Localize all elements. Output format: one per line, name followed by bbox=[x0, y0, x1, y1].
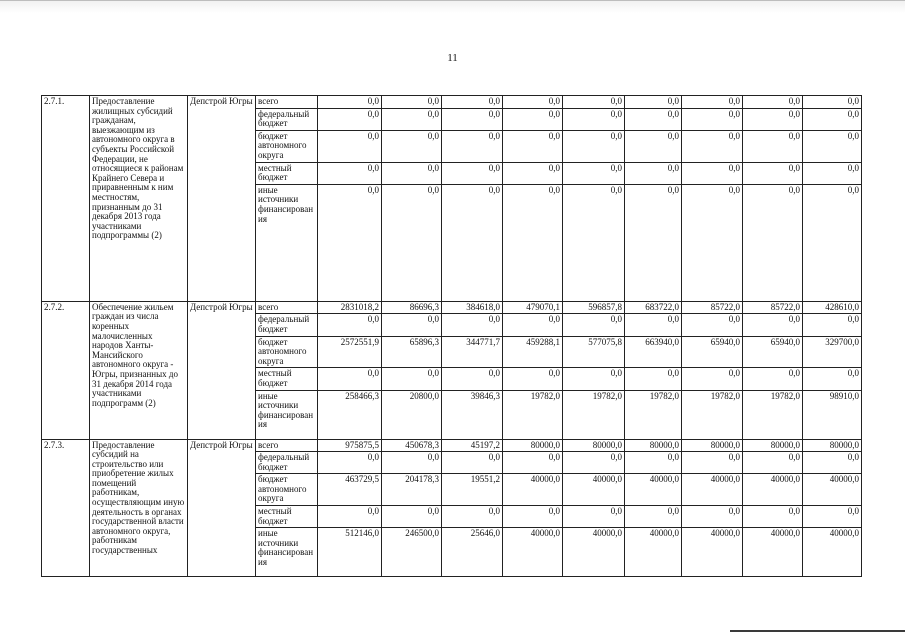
amount-cell: 0,0 bbox=[625, 130, 682, 162]
amount-cell: 0,0 bbox=[625, 184, 682, 301]
funding-source: федеральный бюджет bbox=[256, 108, 318, 130]
amount-cell: 463729,5 bbox=[318, 474, 382, 506]
amount-cell: 0,0 bbox=[563, 506, 625, 528]
amount-cell: 80000,0 bbox=[743, 439, 803, 452]
amount-cell: 86696,3 bbox=[382, 301, 442, 314]
amount-cell: 0,0 bbox=[382, 162, 442, 184]
amount-cell: 0,0 bbox=[743, 96, 803, 109]
amount-cell: 0,0 bbox=[318, 314, 382, 336]
amount-cell: 19782,0 bbox=[682, 390, 743, 439]
row-code: 2.7.3. bbox=[42, 439, 90, 577]
amount-cell: 596857,8 bbox=[563, 301, 625, 314]
amount-cell: 0,0 bbox=[442, 184, 503, 301]
scan-edge-bottom bbox=[730, 630, 905, 632]
amount-cell: 0,0 bbox=[318, 368, 382, 390]
amount-cell: 0,0 bbox=[318, 108, 382, 130]
amount-cell: 975875,5 bbox=[318, 439, 382, 452]
amount-cell: 40000,0 bbox=[625, 474, 682, 506]
amount-cell: 0,0 bbox=[442, 368, 503, 390]
amount-cell: 0,0 bbox=[682, 108, 743, 130]
funding-source: федеральный бюджет bbox=[256, 314, 318, 336]
amount-cell: 459288,1 bbox=[503, 336, 563, 368]
amount-cell: 0,0 bbox=[503, 368, 563, 390]
amount-cell: 0,0 bbox=[682, 184, 743, 301]
table-row bbox=[42, 96, 862, 109]
amount-cell: 0,0 bbox=[563, 108, 625, 130]
amount-cell: 40000,0 bbox=[625, 528, 682, 577]
executor-name: Депстрой Югры bbox=[188, 301, 256, 439]
amount-cell: 0,0 bbox=[563, 96, 625, 109]
amount-cell: 80000,0 bbox=[625, 439, 682, 452]
amount-cell: 0,0 bbox=[563, 452, 625, 474]
amount-cell: 0,0 bbox=[442, 162, 503, 184]
amount-cell: 0,0 bbox=[318, 130, 382, 162]
amount-cell: 2831018,2 bbox=[318, 301, 382, 314]
amount-cell: 0,0 bbox=[682, 314, 743, 336]
funding-source: бюджет автономного округа bbox=[256, 336, 318, 368]
amount-cell: 0,0 bbox=[318, 452, 382, 474]
amount-cell: 384618,0 bbox=[442, 301, 503, 314]
amount-cell: 0,0 bbox=[382, 130, 442, 162]
amount-cell: 0,0 bbox=[442, 314, 503, 336]
amount-cell: 0,0 bbox=[803, 314, 862, 336]
amount-cell: 0,0 bbox=[503, 162, 563, 184]
amount-cell: 0,0 bbox=[682, 130, 743, 162]
amount-cell: 0,0 bbox=[625, 162, 682, 184]
amount-cell: 40000,0 bbox=[682, 474, 743, 506]
amount-cell: 0,0 bbox=[625, 452, 682, 474]
amount-cell: 0,0 bbox=[503, 96, 563, 109]
amount-cell: 0,0 bbox=[803, 184, 862, 301]
amount-cell: 40000,0 bbox=[743, 474, 803, 506]
amount-cell: 80000,0 bbox=[503, 439, 563, 452]
amount-cell: 450678,3 bbox=[382, 439, 442, 452]
financing-table-body bbox=[42, 96, 862, 577]
amount-cell: 329700,0 bbox=[803, 336, 862, 368]
amount-cell: 65896,3 bbox=[382, 336, 442, 368]
funding-source: местный бюджет bbox=[256, 506, 318, 528]
amount-cell: 80000,0 bbox=[563, 439, 625, 452]
amount-cell: 19551,2 bbox=[442, 474, 503, 506]
amount-cell: 0,0 bbox=[503, 108, 563, 130]
amount-cell: 40000,0 bbox=[803, 474, 862, 506]
amount-cell: 0,0 bbox=[382, 108, 442, 130]
funding-source: иные источники финансирования bbox=[256, 184, 318, 301]
amount-cell: 19782,0 bbox=[743, 390, 803, 439]
table-row bbox=[42, 439, 862, 452]
program-name: Предоставление субсидий на строительство или приобретение жилых помещений работникам, осуществляющим иную деятельность в органах государственной власти автономного округа, работникам государственных bbox=[90, 439, 188, 577]
amount-cell: 0,0 bbox=[743, 452, 803, 474]
amount-cell: 40000,0 bbox=[803, 528, 862, 577]
funding-source: местный бюджет bbox=[256, 162, 318, 184]
page-number: 11 bbox=[447, 52, 458, 64]
amount-cell: 19782,0 bbox=[563, 390, 625, 439]
amount-cell: 428610,0 bbox=[803, 301, 862, 314]
amount-cell: 246500,0 bbox=[382, 528, 442, 577]
amount-cell: 0,0 bbox=[382, 452, 442, 474]
amount-cell: 0,0 bbox=[442, 506, 503, 528]
amount-cell: 0,0 bbox=[442, 108, 503, 130]
amount-cell: 0,0 bbox=[743, 108, 803, 130]
amount-cell: 0,0 bbox=[682, 506, 743, 528]
amount-cell: 98910,0 bbox=[803, 390, 862, 439]
amount-cell: 0,0 bbox=[625, 108, 682, 130]
amount-cell: 258466,3 bbox=[318, 390, 382, 439]
amount-cell: 0,0 bbox=[625, 368, 682, 390]
amount-cell: 0,0 bbox=[563, 162, 625, 184]
amount-cell: 683722,0 bbox=[625, 301, 682, 314]
amount-cell: 0,0 bbox=[682, 162, 743, 184]
amount-cell: 40000,0 bbox=[503, 528, 563, 577]
amount-cell: 0,0 bbox=[318, 96, 382, 109]
amount-cell: 0,0 bbox=[682, 368, 743, 390]
funding-source: иные источники финансирования bbox=[256, 528, 318, 577]
amount-cell: 0,0 bbox=[682, 452, 743, 474]
amount-cell: 85722,0 bbox=[743, 301, 803, 314]
amount-cell: 19782,0 bbox=[625, 390, 682, 439]
amount-cell: 0,0 bbox=[743, 130, 803, 162]
amount-cell: 0,0 bbox=[743, 184, 803, 301]
funding-source: федеральный бюджет bbox=[256, 452, 318, 474]
amount-cell: 0,0 bbox=[803, 162, 862, 184]
amount-cell: 344771,7 bbox=[442, 336, 503, 368]
funding-source: иные источники финансирования bbox=[256, 390, 318, 439]
amount-cell: 0,0 bbox=[563, 368, 625, 390]
amount-cell: 20800,0 bbox=[382, 390, 442, 439]
amount-cell: 0,0 bbox=[803, 452, 862, 474]
amount-cell: 39846,3 bbox=[442, 390, 503, 439]
amount-cell: 0,0 bbox=[625, 506, 682, 528]
amount-cell: 0,0 bbox=[803, 108, 862, 130]
amount-cell: 0,0 bbox=[503, 314, 563, 336]
amount-cell: 0,0 bbox=[803, 130, 862, 162]
amount-cell: 0,0 bbox=[503, 506, 563, 528]
amount-cell: 80000,0 bbox=[682, 439, 743, 452]
amount-cell: 25646,0 bbox=[442, 528, 503, 577]
amount-cell: 19782,0 bbox=[503, 390, 563, 439]
executor-name: Депстрой Югры bbox=[188, 96, 256, 302]
amount-cell: 0,0 bbox=[743, 506, 803, 528]
amount-cell: 0,0 bbox=[382, 96, 442, 109]
amount-cell: 0,0 bbox=[503, 452, 563, 474]
row-code: 2.7.1. bbox=[42, 96, 90, 302]
amount-cell: 0,0 bbox=[803, 368, 862, 390]
amount-cell: 0,0 bbox=[382, 314, 442, 336]
amount-cell: 0,0 bbox=[503, 184, 563, 301]
amount-cell: 0,0 bbox=[503, 130, 563, 162]
amount-cell: 0,0 bbox=[682, 96, 743, 109]
amount-cell: 65940,0 bbox=[682, 336, 743, 368]
row-code: 2.7.2. bbox=[42, 301, 90, 439]
amount-cell: 45197,2 bbox=[442, 439, 503, 452]
amount-cell: 85722,0 bbox=[682, 301, 743, 314]
funding-source: бюджет автономного округа bbox=[256, 130, 318, 162]
amount-cell: 40000,0 bbox=[743, 528, 803, 577]
funding-source: бюджет автономного округа bbox=[256, 474, 318, 506]
scan-edge-top bbox=[0, 0, 905, 13]
amount-cell: 0,0 bbox=[318, 162, 382, 184]
amount-cell: 40000,0 bbox=[503, 474, 563, 506]
amount-cell: 0,0 bbox=[563, 130, 625, 162]
amount-cell: 0,0 bbox=[625, 314, 682, 336]
amount-cell: 2572551,9 bbox=[318, 336, 382, 368]
amount-cell: 0,0 bbox=[743, 162, 803, 184]
amount-cell: 0,0 bbox=[442, 130, 503, 162]
amount-cell: 0,0 bbox=[442, 452, 503, 474]
executor-name: Депстрой Югры bbox=[188, 439, 256, 577]
amount-cell: 577075,8 bbox=[563, 336, 625, 368]
amount-cell: 0,0 bbox=[382, 506, 442, 528]
funding-source: местный бюджет bbox=[256, 368, 318, 390]
amount-cell: 40000,0 bbox=[563, 474, 625, 506]
amount-cell: 80000,0 bbox=[803, 439, 862, 452]
amount-cell: 40000,0 bbox=[563, 528, 625, 577]
amount-cell: 0,0 bbox=[743, 314, 803, 336]
amount-cell: 65940,0 bbox=[743, 336, 803, 368]
amount-cell: 0,0 bbox=[803, 96, 862, 109]
funding-source: всего bbox=[256, 301, 318, 314]
financing-table bbox=[41, 95, 862, 577]
amount-cell: 0,0 bbox=[382, 184, 442, 301]
funding-source: всего bbox=[256, 96, 318, 109]
amount-cell: 0,0 bbox=[743, 368, 803, 390]
amount-cell: 0,0 bbox=[563, 184, 625, 301]
amount-cell: 663940,0 bbox=[625, 336, 682, 368]
amount-cell: 204178,3 bbox=[382, 474, 442, 506]
funding-source: всего bbox=[256, 439, 318, 452]
amount-cell: 40000,0 bbox=[682, 528, 743, 577]
amount-cell: 0,0 bbox=[382, 368, 442, 390]
amount-cell: 0,0 bbox=[318, 184, 382, 301]
amount-cell: 0,0 bbox=[803, 506, 862, 528]
amount-cell: 479070,1 bbox=[503, 301, 563, 314]
amount-cell: 0,0 bbox=[442, 96, 503, 109]
amount-cell: 0,0 bbox=[625, 96, 682, 109]
amount-cell: 512146,0 bbox=[318, 528, 382, 577]
program-name: Предоставление жилищных субсидий гражданам, выезжающим из автономного округа в субъекты Российской Федерации, не относящиеся к районам Крайнего Севера и приравненным к ним местностям, признанным до 31 декабря 2013 года участниками подпрограммы (2) bbox=[90, 96, 188, 302]
amount-cell: 0,0 bbox=[318, 506, 382, 528]
table-row bbox=[42, 301, 862, 314]
program-name: Обеспечение жильем граждан из числа коренных малочисленных народов Ханты-Мансийского автономного округа - Югры, признанных до 31 декабря 2014 года участниками подпрограмм (2) bbox=[90, 301, 188, 439]
amount-cell: 0,0 bbox=[563, 314, 625, 336]
